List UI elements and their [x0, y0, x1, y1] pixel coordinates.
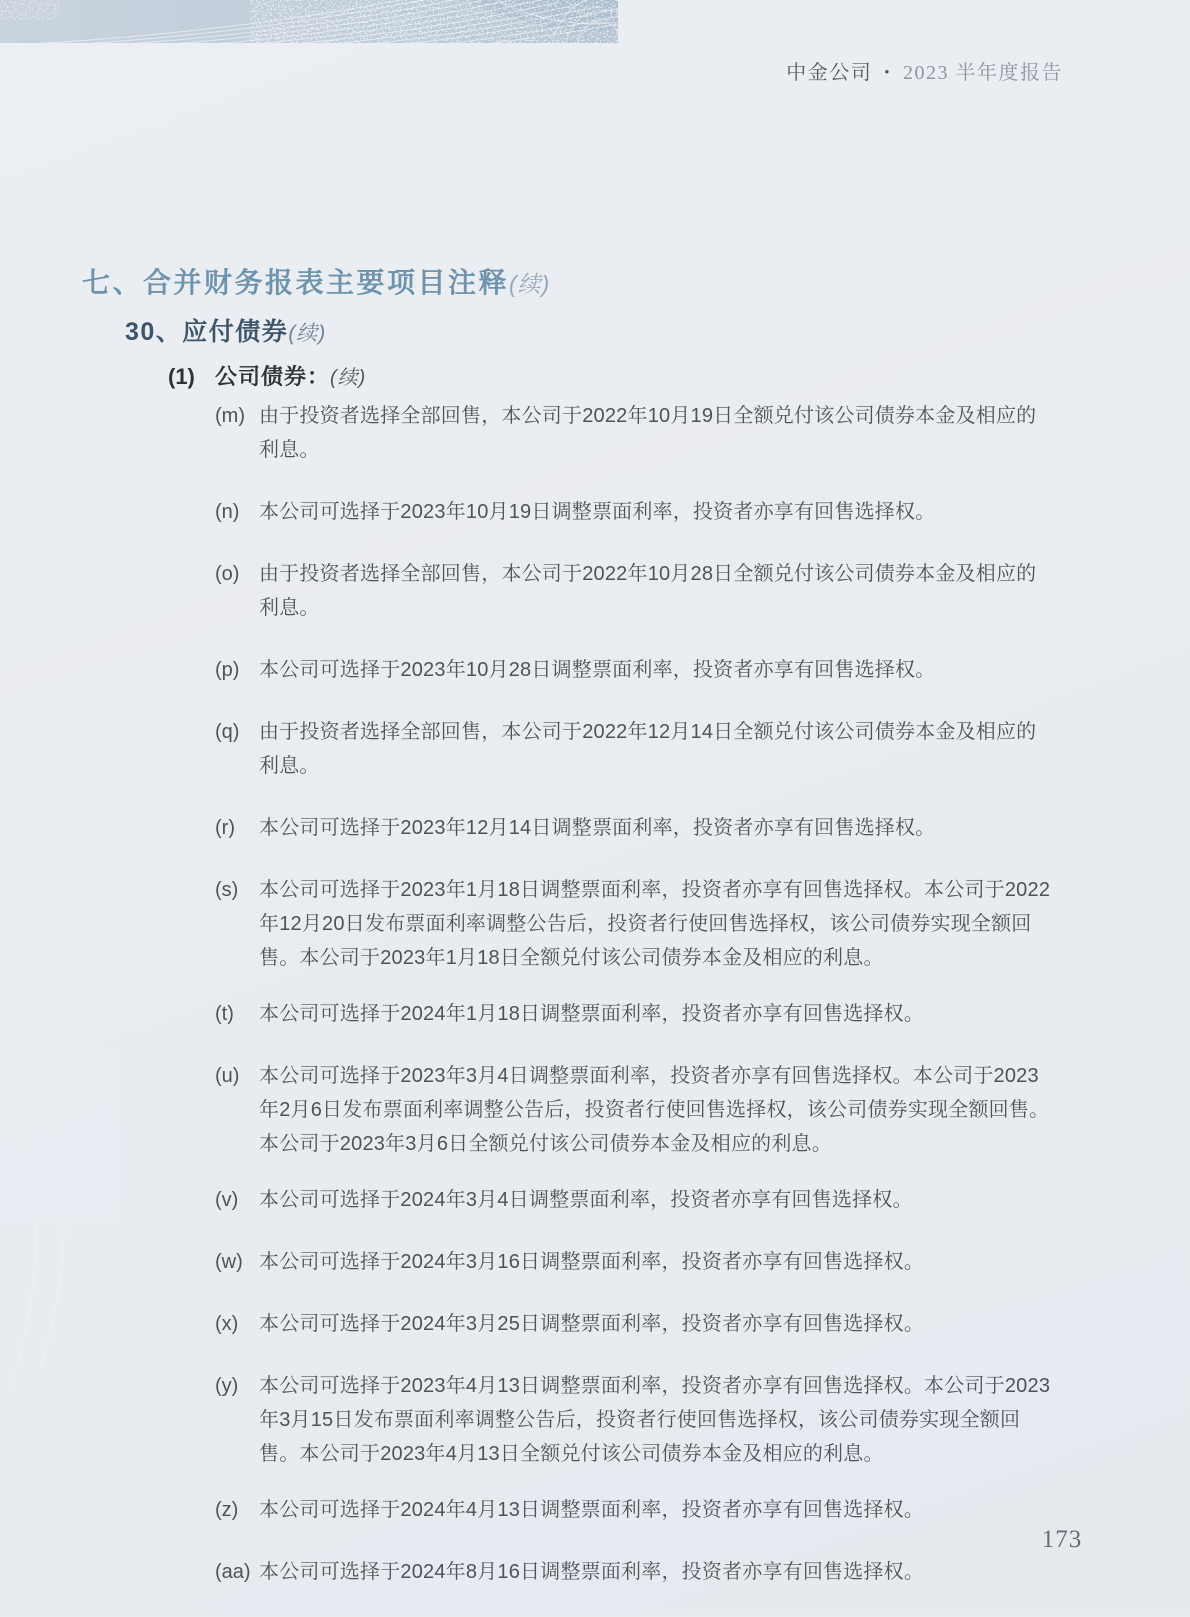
note-item-q — [215, 715, 1056, 783]
report-edition: 2023 半年度报告 — [903, 62, 1063, 84]
section-heading — [82, 261, 550, 301]
item-label: (aa) — [215, 1561, 251, 1583]
item-label: (m) — [215, 405, 245, 427]
note-item-m — [215, 399, 1056, 467]
item-text: 本公司可选择于2024年3月25日调整票面利率，投资者亦享有回售选择权。 — [259, 1313, 925, 1335]
item-group-number: (1) — [168, 364, 195, 389]
note-item-aa — [215, 1555, 1056, 1589]
note-item-w — [215, 1245, 1056, 1279]
item-text: 本公司可选择于2023年10月19日调整票面利率，投资者亦享有回售选择权。 — [259, 501, 936, 523]
company-name: 中金公司 — [786, 62, 873, 84]
item-text: 本公司可选择于2024年8月16日调整票面利率，投资者亦享有回售选择权。 — [259, 1561, 925, 1583]
item-label: (s) — [215, 879, 239, 901]
item-text: 由于投资者选择全部回售，本公司于2022年12月14日全额兑付该公司债券本金及相应的利息。 — [259, 721, 1037, 777]
item-label: (u) — [215, 1065, 240, 1087]
subsection-continued-mark: (续) — [288, 322, 327, 345]
section-continued-mark: (续) — [509, 271, 551, 297]
item-label: (x) — [215, 1313, 239, 1335]
item-label: (o) — [215, 563, 240, 585]
page-watermark — [0, 850, 220, 1410]
item-text: 由于投资者选择全部回售，本公司于2022年10月19日全额兑付该公司债券本金及相应的利息。 — [259, 405, 1037, 461]
note-item-p — [215, 653, 1056, 687]
note-item-u — [215, 1059, 1056, 1161]
note-item-n — [215, 495, 1056, 529]
note-item-o — [215, 557, 1056, 625]
note-item-x — [215, 1307, 1056, 1341]
item-text: 本公司可选择于2024年3月4日调整票面利率，投资者亦享有回售选择权。 — [259, 1189, 913, 1211]
item-text: 本公司可选择于2023年12月14日调整票面利率，投资者亦享有回售选择权。 — [259, 817, 936, 839]
item-label: (p) — [215, 659, 240, 681]
note-item-list — [215, 399, 1056, 1617]
item-label: (y) — [215, 1375, 239, 1397]
item-label: (z) — [215, 1499, 239, 1521]
subsection-title: 30、应付债券 — [125, 318, 289, 346]
item-text: 本公司可选择于2024年3月16日调整票面利率，投资者亦享有回售选择权。 — [259, 1251, 925, 1273]
item-group-title: 公司债券： — [215, 364, 331, 389]
subsection-heading — [125, 312, 326, 348]
item-text: 本公司可选择于2023年4月13日调整票面利率，投资者亦享有回售选择权。本公司于2023年3月15日发布票面利率调整公告后，投资者行使回售选择权，该公司债券实现全额回售。本公司于2023年4月13日全额兑付该公司债券本金及相应的利息。 — [259, 1375, 1051, 1465]
item-text: 本公司可选择于2024年1月18日调整票面利率，投资者亦享有回售选择权。 — [259, 1003, 925, 1025]
item-text: 本公司可选择于2023年1月18日调整票面利率，投资者亦享有回售选择权。本公司于2022年12月20日发布票面利率调整公告后，投资者行使回售选择权，该公司债券实现全额回售。本公司于2023年1月18日全额兑付该公司债券本金及相应的利息。 — [259, 879, 1051, 969]
note-item-s — [215, 873, 1056, 975]
item-label: (q) — [215, 721, 240, 743]
banner-speckle — [250, 0, 618, 43]
item-label: (t) — [215, 1003, 234, 1025]
item-label: (v) — [215, 1189, 239, 1211]
item-group-continued-mark: (续) — [330, 367, 367, 389]
section-title: 七、合并财务报表主要项目注释 — [82, 267, 510, 298]
note-item-z — [215, 1493, 1056, 1527]
item-label: (r) — [215, 817, 235, 839]
item-label: (w) — [215, 1251, 243, 1273]
running-header — [0, 56, 1063, 85]
item-group-heading — [168, 360, 366, 391]
item-text: 本公司可选择于2023年10月28日调整票面利率，投资者亦享有回售选择权。 — [259, 659, 936, 681]
note-item-t — [215, 997, 1056, 1031]
note-item-v — [215, 1183, 1056, 1217]
item-label: (n) — [215, 501, 240, 523]
separator-dot-icon: • — [884, 65, 891, 81]
item-text: 本公司可选择于2024年4月13日调整票面利率，投资者亦享有回售选择权。 — [259, 1499, 925, 1521]
note-item-y — [215, 1369, 1056, 1471]
banner-decoration — [0, 0, 618, 43]
item-text: 由于投资者选择全部回售，本公司于2022年10月28日全额兑付该公司债券本金及相应的利息。 — [259, 563, 1037, 619]
note-item-r — [215, 811, 1056, 845]
page-number: 173 — [1041, 1526, 1083, 1553]
item-text: 本公司可选择于2023年3月4日调整票面利率，投资者亦享有回售选择权。本公司于2023年2月6日发布票面利率调整公告后，投资者行使回售选择权，该公司债券实现全额回售。本公司于2023年3月6日全额兑付该公司债券本金及相应的利息。 — [259, 1065, 1050, 1155]
